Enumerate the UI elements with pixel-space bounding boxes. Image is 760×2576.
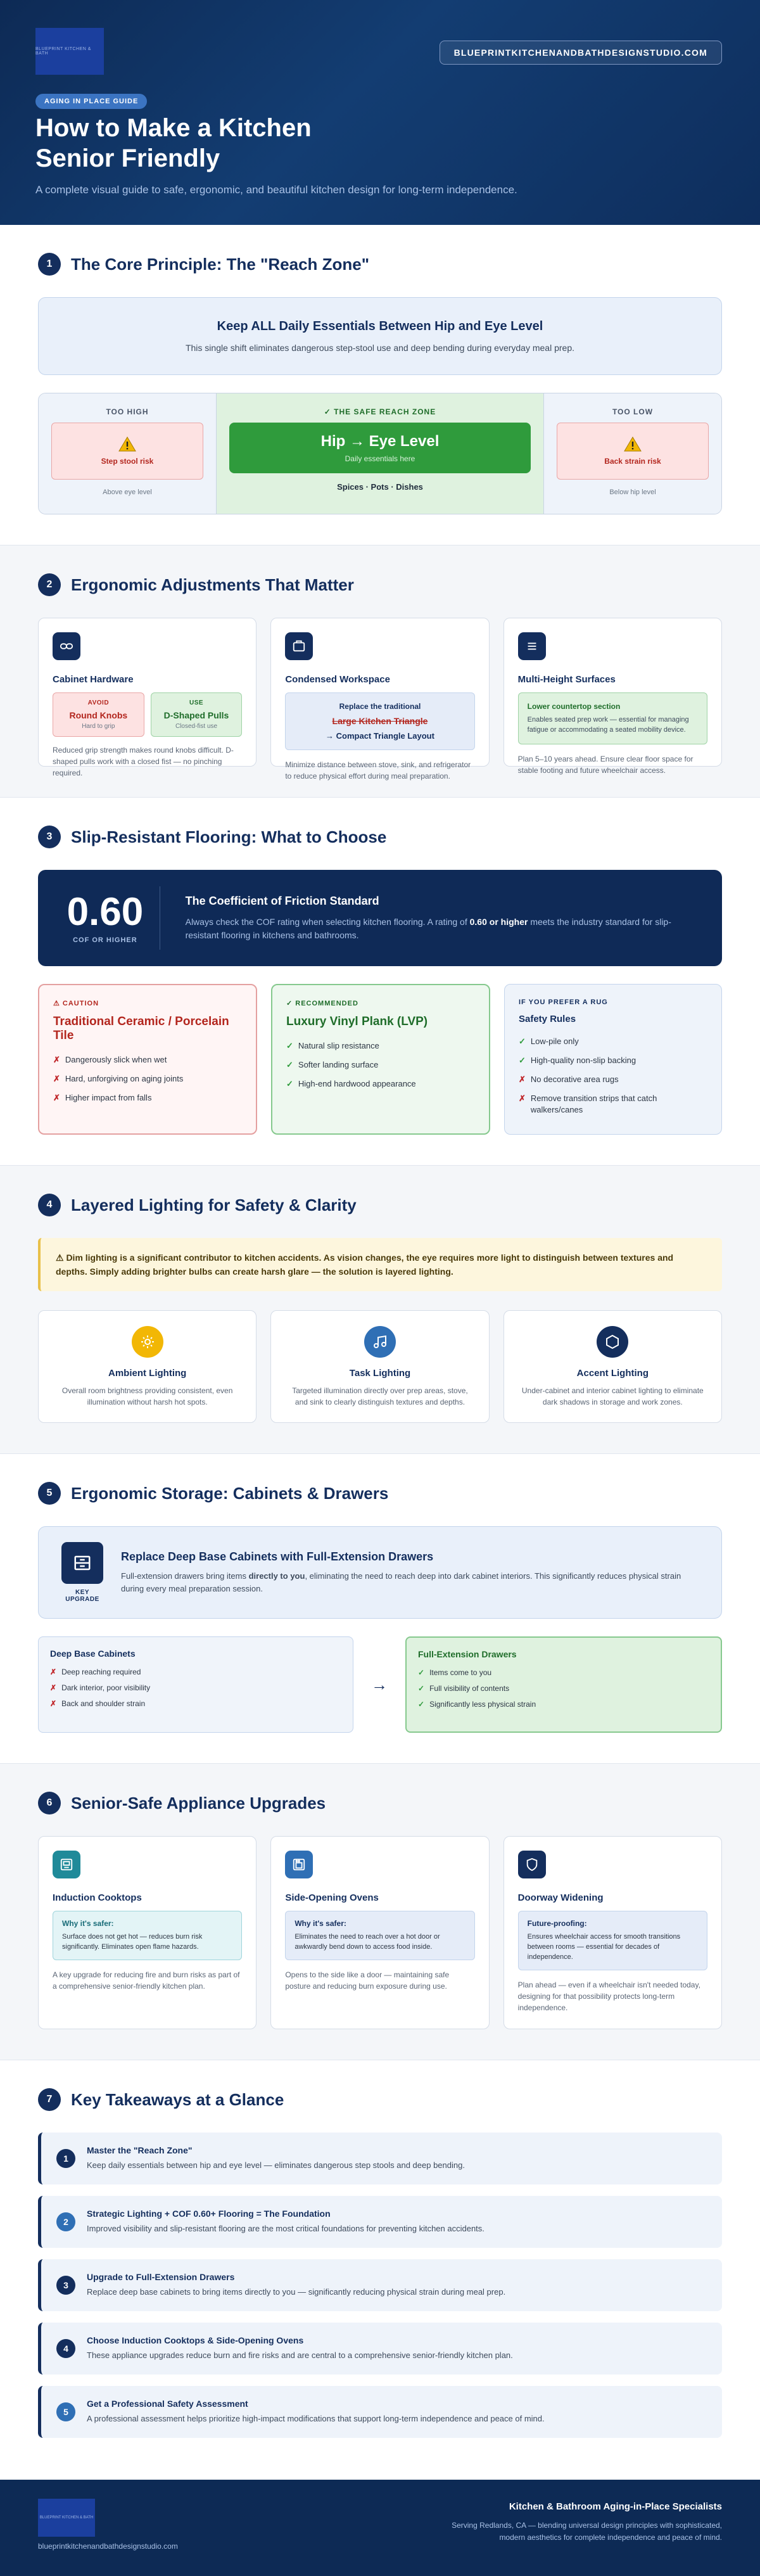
card-title: Doorway Widening — [517, 1892, 604, 1903]
title-line-1: How to Make a Kitchen — [35, 114, 312, 142]
card-desc: Opens to the side like a door — maintaining safe posture and reducing burn exposure during use. — [285, 1970, 450, 1991]
item-text: High-quality non-slip backing — [530, 1055, 636, 1065]
key-upgrade-label: KEY UPGRADE — [65, 1589, 99, 1603]
check-icon: ✓ — [519, 1036, 526, 1046]
arrow-right-icon: → — [371, 1674, 388, 1694]
takeaway-desc: Replace deep base cabinets to bring items directly to you — significantly reducing physical strain during meal prep. — [87, 2287, 506, 2297]
section-ergonomic — [0, 545, 760, 798]
reach-zones — [38, 393, 722, 514]
cross-icon: ✗ — [519, 1074, 526, 1084]
zone-too-low — [544, 393, 721, 514]
footer-title: Kitchen & Bathroom Aging-in-Place Specialists — [509, 2501, 722, 2512]
list-item — [418, 1700, 709, 1709]
rug-tag: IF YOU PREFER A RUG — [519, 998, 608, 1006]
takeaway-title: Get a Professional Safety Assessment — [87, 2399, 248, 2409]
lighting-cards — [38, 1310, 722, 1423]
callout-title: Keep ALL Daily Essentials Between Hip and Eye Level — [217, 319, 543, 333]
card-title: Task Lighting — [349, 1368, 411, 1379]
check-icon: ✓ — [286, 1041, 293, 1050]
zone-label: ✓ THE SAFE REACH ZONE — [324, 407, 436, 416]
why-text: Eliminates the need to reach over a hot door or awkwardly bend down to access food inside. — [294, 1933, 440, 1951]
use-value: D-Shaped Pulls — [163, 710, 229, 720]
card-side-oven — [270, 1836, 489, 2029]
compare-deep-cabinets — [38, 1636, 353, 1733]
takeaway-number: 3 — [56, 2276, 75, 2295]
check-icon: ✓ — [418, 1684, 425, 1693]
upgrade-text-bold: directly to you — [248, 1571, 305, 1581]
card-title: Ambient Lighting — [108, 1368, 187, 1379]
zone-note: Above eye level — [103, 488, 152, 496]
cof-title: The Coefficient of Friction Standard — [185, 894, 379, 907]
key-upgrade-badge — [61, 1542, 103, 1603]
cross-icon: ✗ — [53, 1093, 60, 1102]
upgrade-text-c: , eliminating the need to reach deep into dark cabinet interiors. This significantly reduces physical strain during every meal preparation session. — [121, 1571, 681, 1593]
takeaway-number: 2 — [56, 2212, 75, 2231]
section-number: 2 — [38, 573, 61, 596]
item-text: Remove transition strips that catch walkers/canes — [530, 1094, 657, 1114]
risk-box — [51, 423, 203, 480]
why-box — [518, 1911, 707, 1970]
drawer-icon — [61, 1542, 103, 1584]
callout-text: This single shift eliminates dangerous step-stool use and deep bending during everyday meal prep. — [185, 343, 575, 353]
takeaway-item — [38, 2133, 722, 2184]
safe-zone-items: Spices · Pots · Dishes — [337, 482, 423, 492]
cof-value: 0.60 — [66, 890, 144, 934]
section-title: The Core Principle: The "Reach Zone" — [71, 254, 370, 274]
caution-tag: ⚠ CAUTION — [53, 1000, 99, 1007]
card-desc: A key upgrade for reducing fire and burn risks as part of a comprehensive senior-friendly kitchen plan. — [53, 1970, 240, 1991]
section-heading — [38, 253, 722, 276]
footer-logo[interactable] — [38, 2499, 95, 2537]
takeaway-title: Choose Induction Cooktops & Side-Opening Ovens — [87, 2335, 304, 2345]
site-url-badge[interactable]: BLUEPRINTKITCHENANDBATHDESIGNSTUDIO.COM — [440, 41, 722, 65]
section-lighting — [0, 1166, 760, 1454]
takeaway-number: 1 — [56, 2149, 75, 2168]
surfaces-icon — [518, 632, 546, 660]
takeaway-desc: These appliance upgrades reduce burn and fire risks and are central to a comprehensive senior-friendly kitchen plan. — [87, 2350, 513, 2360]
section-title: Slip-Resistant Flooring: What to Choose — [71, 827, 387, 846]
why-text: Ensures wheelchair access for smooth transitions between rooms — essential for decades of independence. — [527, 1933, 681, 1961]
takeaway-title: Upgrade to Full-Extension Drawers — [87, 2272, 235, 2282]
item-text: Deep reaching required — [61, 1667, 141, 1676]
item-text: No decorative area rugs — [530, 1074, 619, 1084]
card-multi-height — [504, 618, 722, 775]
check-icon: ✓ — [519, 1055, 526, 1065]
item-text: Softer landing surface — [298, 1060, 379, 1069]
cross-icon: ✗ — [53, 1055, 60, 1064]
title-line-2: Senior Friendly — [35, 144, 220, 172]
safe-zone-sub: Daily essentials here — [345, 454, 415, 463]
list-item — [50, 1683, 341, 1692]
takeaway-item — [38, 2196, 722, 2248]
section-storage — [0, 1454, 760, 1764]
card-desc: Plan 5–10 years ahead. Ensure clear floor space for stable footing and future wheelchair access. — [517, 755, 694, 775]
compare-title: Deep Base Cabinets — [50, 1648, 136, 1659]
use-hint: Closed-fist use — [175, 723, 218, 730]
cross-icon: ✗ — [53, 1074, 60, 1083]
recommended-tag: ✓ RECOMMENDED — [286, 1000, 358, 1007]
flooring-title: Traditional Ceramic / Porcelain Tile — [53, 1015, 229, 1042]
check-icon: ✓ — [418, 1700, 425, 1709]
cof-text — [186, 915, 697, 942]
takeaway-number: 5 — [56, 2402, 75, 2421]
takeaway-title: Strategic Lighting + COF 0.60+ Flooring = The Foundation — [87, 2209, 331, 2219]
risk-box — [557, 423, 709, 480]
section-title: Senior-Safe Appliance Upgrades — [71, 1793, 326, 1813]
takeaway-title: Master the "Reach Zone" — [87, 2145, 193, 2155]
page-subtitle: A complete visual guide to safe, ergonomic, and beautiful kitchen design for long-term independence. — [35, 184, 517, 196]
section-number: 4 — [38, 1194, 61, 1216]
item-text: Hard, unforgiving on aging joints — [65, 1074, 184, 1083]
why-box — [285, 1911, 474, 1960]
lower-countertop-box — [518, 692, 707, 744]
flooring-rug-rules — [504, 984, 722, 1135]
footer-text: Serving Redlands, CA — blending universal design principles with sophisticated, modern aesthetics for complete independence and peace of mind. — [452, 2521, 722, 2542]
hexagon-icon — [597, 1326, 628, 1358]
item-text: Full visibility of contents — [429, 1684, 510, 1693]
list-item — [286, 1059, 475, 1071]
list-item — [519, 1036, 707, 1047]
cof-label: COF OR HIGHER — [73, 936, 137, 944]
card-ambient-lighting — [38, 1310, 256, 1423]
card-title: Induction Cooktops — [53, 1892, 142, 1903]
list-item — [519, 1055, 707, 1066]
use-box — [151, 692, 243, 737]
card-title: Side-Opening Ovens — [285, 1892, 379, 1903]
takeaway-desc: Keep daily essentials between hip and eye level — eliminates dangerous step stools and deep bending. — [87, 2160, 465, 2170]
use-label: USE — [189, 699, 204, 706]
card-desc: Reduced grip strength makes round knobs difficult. D-shaped pulls work with a closed fist — no pinching required. — [53, 746, 234, 777]
why-box — [53, 1911, 242, 1960]
key-upgrade-text — [121, 1550, 699, 1595]
lighting-warning: ⚠ Dim lighting is a significant contributor to kitchen accidents. As vision changes, the eye requires more light to distinguish between textures and depths. Simply adding brighter bulbs can create harsh glare — the solution is layered lighting. — [38, 1238, 722, 1291]
risk-text: Back strain risk — [604, 457, 661, 466]
flooring-title: Safety Rules — [519, 1014, 576, 1024]
page-footer — [0, 2480, 760, 2576]
section-number: 7 — [38, 2088, 61, 2111]
item-text: Higher impact from falls — [65, 1093, 152, 1102]
list-item — [519, 1093, 707, 1116]
risk-text: Step stool risk — [101, 457, 154, 466]
item-text: Natural slip resistance — [298, 1041, 379, 1050]
footer-site-link[interactable]: blueprintkitchenandbathdesignstudio.com — [38, 2542, 178, 2551]
card-induction — [38, 1836, 256, 2029]
upgrade-title: Replace Deep Base Cabinets with Full-Extension Drawers — [121, 1550, 434, 1563]
takeaway-item — [38, 2323, 722, 2375]
warning-icon — [118, 437, 136, 452]
item-text: Significantly less physical strain — [429, 1700, 536, 1709]
avoid-label: AVOID — [87, 699, 110, 706]
takeaway-desc: Improved visibility and slip-resistant flooring are the most critical foundations for preventing kitchen accidents. — [87, 2224, 484, 2233]
footer-info — [450, 2501, 722, 2544]
replace-box — [285, 692, 474, 750]
compare-title: Full-Extension Drawers — [418, 1649, 517, 1659]
card-condensed-workspace — [270, 618, 489, 781]
item-text: High-end hardwood appearance — [298, 1079, 416, 1088]
card-task-lighting — [270, 1310, 489, 1423]
compare-full-extension — [405, 1636, 722, 1733]
cof-value-block — [63, 892, 147, 944]
task-light-icon — [364, 1326, 396, 1358]
cof-banner — [38, 870, 722, 966]
cross-icon: ✗ — [50, 1683, 57, 1692]
guide-pill: AGING IN PLACE GUIDE — [35, 94, 147, 109]
safe-zone-main: Hip → Eye Level — [320, 433, 440, 450]
section-heading — [38, 573, 722, 596]
card-title: Cabinet Hardware — [53, 674, 134, 685]
section-number: 5 — [38, 1482, 61, 1505]
list-item — [50, 1699, 341, 1708]
section-flooring — [0, 798, 760, 1166]
section-heading — [38, 2088, 722, 2111]
check-icon: ✓ — [418, 1668, 425, 1677]
takeaway-item — [38, 2259, 722, 2311]
cooktop-icon — [53, 1851, 80, 1878]
section-title: Ergonomic Adjustments That Matter — [71, 575, 354, 594]
avoid-hint: Hard to grip — [82, 723, 115, 730]
section-number: 6 — [38, 1792, 61, 1814]
cof-text-a: Always check the COF rating when selecting kitchen flooring. A rating of — [185, 916, 470, 927]
workspace-icon — [285, 632, 313, 660]
avoid-value: Round Knobs — [69, 710, 128, 720]
takeaway-desc: A professional assessment helps prioritize high-impact modifications that support long-term independence and peace of mind. — [87, 2414, 545, 2423]
card-title: Multi-Height Surfaces — [517, 674, 616, 685]
item-text: Low-pile only — [530, 1036, 579, 1046]
avoid-use-compare — [53, 692, 242, 737]
card-cabinet-hardware — [38, 618, 256, 777]
section-heading — [38, 1792, 722, 1814]
link-icon — [53, 632, 80, 660]
zone-safe — [216, 393, 544, 514]
ergonomic-cards — [38, 618, 722, 781]
list-item — [53, 1092, 242, 1104]
check-icon: ✓ — [286, 1060, 293, 1069]
upgrade-text-a: Full-extension drawers bring items — [121, 1571, 249, 1581]
page-title — [35, 113, 312, 174]
avoid-box — [53, 692, 144, 737]
item-text: Items come to you — [429, 1668, 492, 1677]
lower-text: Enables seated prep work — essential for managing fatigue or accommodating a seated mobility device. — [527, 716, 689, 734]
brand-logo[interactable] — [35, 28, 104, 75]
safe-zone-bar — [229, 423, 531, 473]
card-desc: Targeted illumination directly over prep areas, stove, and sink to clearly distinguish textures and depths. — [292, 1386, 468, 1406]
check-icon: ✓ — [286, 1079, 293, 1088]
cross-icon: ✗ — [519, 1094, 526, 1103]
cof-text-block — [186, 895, 697, 942]
oven-icon — [285, 1851, 313, 1878]
card-title: Accent Lighting — [576, 1368, 649, 1379]
section-takeaways — [0, 2060, 760, 2480]
upgrade-desc — [121, 1570, 699, 1595]
zone-note: Below hip level — [609, 488, 656, 496]
flooring-options — [38, 984, 722, 1135]
list-item — [519, 1074, 707, 1085]
zone-label: TOO LOW — [612, 407, 654, 416]
reach-callout — [38, 297, 722, 375]
replace-old: Large Kitchen Triangle — [332, 716, 428, 726]
item-text: Dark interior, poor visibility — [61, 1683, 151, 1692]
cross-icon: ✗ — [50, 1667, 57, 1676]
card-desc: Plan ahead — even if a wheelchair isn't needed today, designing for that possibility protects long-term independence. — [517, 1980, 700, 2012]
section-reach-zone — [0, 225, 760, 545]
section-title: Key Takeaways at a Glance — [71, 2089, 284, 2109]
appliance-cards — [38, 1836, 722, 2029]
warning-icon — [624, 437, 642, 452]
flooring-caution — [38, 984, 257, 1135]
flooring-title: Luxury Vinyl Plank (LVP) — [286, 1015, 428, 1028]
flooring-recommended — [271, 984, 490, 1135]
card-desc: Minimize distance between stove, sink, and refrigerator to reduce physical effort during meal preparation. — [285, 760, 471, 781]
list-item — [418, 1684, 709, 1693]
cof-text-bold: 0.60 or higher — [469, 916, 528, 927]
why-title: Why it's safer: — [62, 1919, 114, 1928]
list-item — [53, 1073, 242, 1085]
replace-new: → Compact Triangle Layout — [326, 731, 434, 741]
list-item — [50, 1667, 341, 1676]
section-number: 3 — [38, 826, 61, 848]
key-upgrade-callout — [38, 1526, 722, 1619]
section-title: Ergonomic Storage: Cabinets & Drawers — [71, 1483, 389, 1503]
card-title: Condensed Workspace — [285, 674, 390, 685]
hero-header — [0, 0, 760, 225]
item-text: Dangerously slick when wet — [65, 1055, 167, 1064]
list-item — [286, 1040, 475, 1052]
lower-title: Lower countertop section — [527, 702, 621, 711]
section-heading — [38, 826, 722, 848]
logo-text: BLUEPRINT KITCHEN & BATH — [35, 47, 91, 56]
zone-label: TOO HIGH — [106, 407, 149, 416]
item-text: Back and shoulder strain — [61, 1699, 146, 1708]
why-title: Future-proofing: — [527, 1919, 587, 1928]
shield-icon — [518, 1851, 546, 1878]
logo-text: BLUEPRINT KITCHEN & BATH — [39, 2516, 94, 2520]
section-title: Layered Lighting for Safety & Clarity — [71, 1195, 357, 1215]
card-desc: Overall room brightness providing consistent, even illumination without harsh hot spots. — [61, 1386, 233, 1406]
list-item — [53, 1054, 242, 1066]
zone-too-high — [39, 393, 216, 514]
list-item — [418, 1668, 709, 1677]
cross-icon: ✗ — [50, 1699, 57, 1708]
card-desc: Under-cabinet and interior cabinet lighting to eliminate dark shadows in storage and work zones. — [521, 1386, 704, 1406]
section-heading — [38, 1482, 722, 1505]
section-number: 1 — [38, 253, 61, 276]
takeaway-number: 4 — [56, 2339, 75, 2358]
card-accent-lighting — [504, 1310, 722, 1423]
why-text: Surface does not get hot — reduces burn risk significantly. Eliminates open flame hazards. — [62, 1933, 203, 1951]
sun-icon — [132, 1326, 163, 1358]
section-heading — [38, 1194, 722, 1216]
section-appliances — [0, 1764, 760, 2060]
cof-text-c: meets the industry standard for slip-resistant flooring in kitchens and bathrooms. — [185, 916, 671, 940]
replace-intro: Replace the traditional — [339, 702, 421, 711]
takeaway-item — [38, 2386, 722, 2438]
card-doorway — [504, 1836, 722, 2029]
list-item — [286, 1078, 475, 1090]
storage-compare — [38, 1636, 722, 1733]
why-title: Why it's safer: — [294, 1919, 346, 1928]
